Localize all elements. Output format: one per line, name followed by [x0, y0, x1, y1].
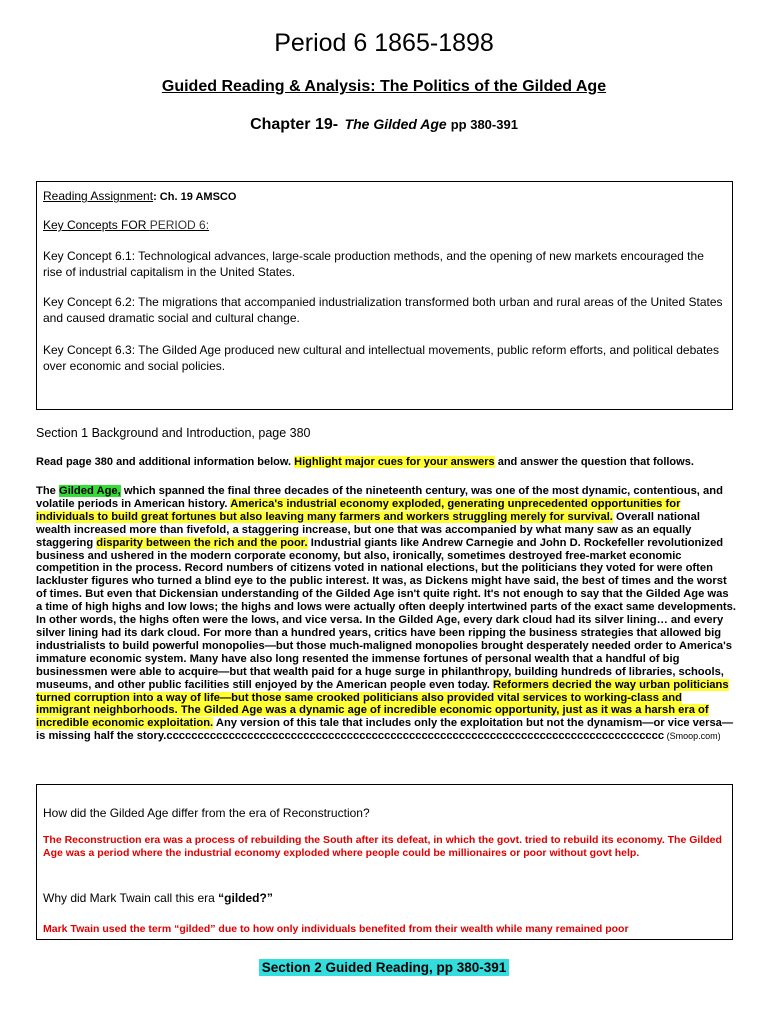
- instruction-text: Read page 380 and additional information below.: [36, 456, 295, 468]
- reading-instruction: [36, 456, 694, 468]
- instruction-text-end: and answer the question that follows.: [494, 456, 694, 468]
- question-1: How did the Gilded Age differ from the era of Reconstruction?: [43, 806, 370, 820]
- key-concept-6-3: Key Concept 6.3: The Gilded Age produced new cultural and intellectual movements, public reform efforts, and political debates over economic and social policies.: [43, 343, 719, 373]
- passage-highlight: America's industrial economy exploded, generating unprecedented opportunities for individuals to build great fortunes but also leaving many farmers and workers struggling merely for survival.: [36, 497, 681, 523]
- answer-2: Mark Twain used the term “gilded” due to how only individuals benefited from their wealth while many remained poor: [43, 923, 629, 935]
- questions-box: [36, 784, 733, 940]
- instruction-highlight: Highlight major cues for your answers: [294, 456, 495, 468]
- passage-highlight: Reformers decried the way urban politicians turned corruption into a way of life—but those same crooked politicians also provided vital services to working-class and immigrant neighborhoods. The Gilded Age was a dynamic age of incredible economic opportunity, just as it was a harsh era of incredible economic exploitation.: [36, 678, 729, 730]
- reading-passage: [36, 485, 736, 743]
- reading-assignment-box: [36, 181, 733, 410]
- chapter-heading: [0, 116, 768, 134]
- answer-1: The Reconstruction era was a process of rebuilding the South after its defeat, in which the govt. tried to rebuild its economy. The Gilded Age was a period where the industrial economy exploded where people could be millionaires or poor without govt help.: [43, 834, 722, 859]
- page-title: Period 6 1865-1898: [274, 29, 494, 57]
- question-2-text: Why did Mark Twain call this era: [43, 891, 219, 905]
- passage-highlight-green: Gilded Age,: [59, 485, 121, 497]
- passage-text: Any version of this tale that includes only the exploitation but not the dynamism—or vice versa—is missing half the story.cccccccccccccccccccccccccccccccccccccccccccccccccccccccccccccccccccccccccccccccc: [36, 717, 734, 743]
- chapter-pages: pp 380-391: [450, 117, 518, 132]
- passage-text: which spanned the final three decades of the nineteenth century, was one of the most dynamic, contentious, and volatile periods in American history.: [36, 485, 723, 510]
- passage-text: The: [36, 485, 59, 497]
- section-2-title-text: Section 2 Guided Reading, pp 380-391: [259, 959, 510, 976]
- section-2-title: [0, 959, 768, 977]
- key-concepts-period: PERIOD 6:: [149, 218, 210, 232]
- reading-assignment-value: : Ch. 19 AMSCO: [153, 191, 237, 203]
- key-concepts-label: Key Concepts FOR: [43, 218, 150, 232]
- key-concept-6-2: Key Concept 6.2: The migrations that accompanied industrialization transformed both urban and rural areas of the United States and caused dramatic social and cultural change.: [43, 295, 723, 325]
- chapter-label: Chapter 19-: [250, 116, 339, 133]
- reading-assignment: [43, 189, 726, 206]
- key-concepts-heading: [43, 218, 726, 234]
- passage-highlight: disparity between the rich and the poor.: [96, 536, 308, 549]
- question-2-emphasis: “gilded?”: [218, 891, 273, 905]
- question-2: [43, 891, 726, 907]
- worksheet-subtitle: Guided Reading & Analysis: The Politics of the Gilded Age: [161, 78, 607, 95]
- reading-assignment-label: Reading Assignment: [43, 189, 154, 203]
- passage-text: Overall national wealth increased more than fivefold, a staggering increase, but one that was accompanied by what many saw as an equally staggering: [36, 510, 700, 549]
- passage-source: (Smoop.com): [664, 731, 721, 742]
- passage-text: Industrial giants like Andrew Carnegie and John D. Rockefeller revolutionized business and ushered in the modern corporate economy, but also, ironically, sometimes destroyed free-market economic competition in the process. Record numbers of citizens voted in national elections, but the politicians they voted for were often lackluster figures who turned a blind eye to the public interest. It was, as Dickens might have said, the best of times and the worst of times. But even that Dickensian understanding of the Gilded Age isn't quite right. It's not enough to say that the Gilded Age was a time of high highs and low lows; the highs and lows were actually often deeply intertwined parts of the exact same developments. In other words, the highs often were the lows, and vice versa. In the Gilded Age, every dark cloud had its silver lining… and every silver lining had its dark cloud. For more than a hundred years, critics have been ripping the business strategies that allowed big industrialists to build powerful monopolies—but those much-maligned monopolies brought desperately needed order to America's immature economic system. Many have also long resented the immense fortunes of personal wealth that a handful of big businessmen were able to acquire—but that wealth paid for a huge surge in philanthropy, building hundreds of libraries, schools, museums, and other public facilities still enjoyed by the American people even today.: [36, 536, 736, 691]
- key-concept-6-1: Key Concept 6.1: Technological advances, large-scale production methods, and the opening of new markets encouraged the rise of industrial capitalism in the United States.: [43, 249, 704, 279]
- chapter-name: The Gilded Age: [344, 116, 447, 132]
- section-1-title: Section 1 Background and Introduction, page 380: [36, 426, 311, 440]
